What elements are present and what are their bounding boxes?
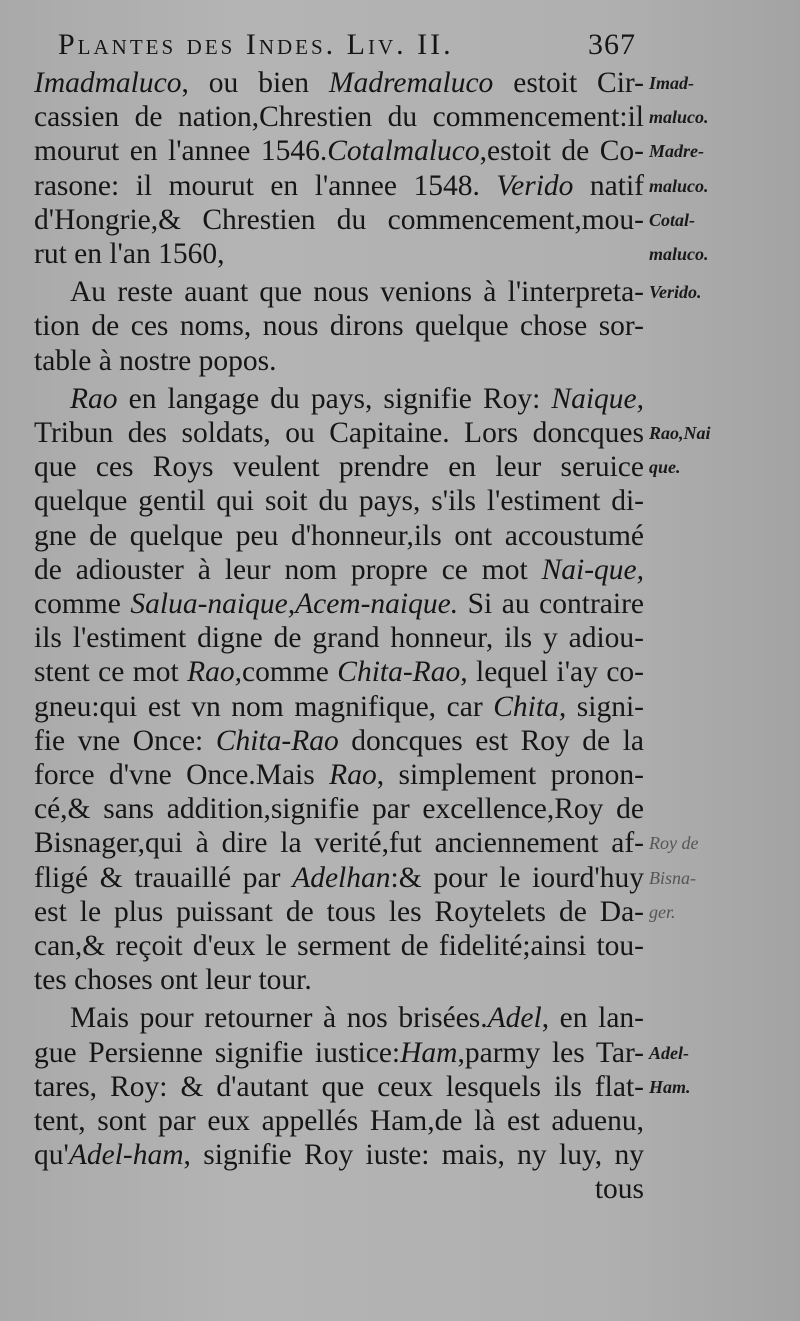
text-run: comme	[34, 588, 131, 620]
text-line	[34, 237, 644, 271]
text-run: Au reste auant que nous venions à l'interpreta-	[70, 276, 644, 309]
text-line	[34, 724, 644, 758]
italic-term: Chita,	[493, 690, 567, 723]
text-line	[34, 1138, 644, 1172]
text-run: force d'vne Once.Mais	[34, 759, 330, 791]
text-run: rut en l'an 1560,	[34, 238, 225, 270]
italic-term: Salua-naique,Acem-naique.	[130, 588, 459, 620]
text-line	[34, 1172, 644, 1206]
text-run: Mais pour retourner à nos brisées.	[70, 1002, 488, 1035]
text-run: tent, sont par eux appellés Ham,de là est aduenu,	[34, 1105, 644, 1137]
margin-note: que.	[649, 457, 681, 478]
italic-term: Madremaluco	[328, 67, 494, 99]
text-run: :& pour le iourd'huy	[390, 861, 644, 894]
text-line	[34, 484, 644, 518]
italic-term: Adelhan	[292, 861, 391, 894]
text-run: , en lan-	[541, 1002, 644, 1035]
text-line	[34, 382, 644, 416]
text-line	[34, 963, 644, 997]
text-line	[34, 826, 644, 860]
text-run: Tribun des soldats, ou Capitaine. Lors doncques	[34, 417, 644, 449]
text-line	[34, 553, 644, 587]
italic-term: Verido	[496, 169, 574, 202]
page-number: 367	[588, 28, 636, 61]
text-line	[34, 66, 644, 100]
italic-term: Nai-que,	[541, 553, 644, 586]
text-run: can,& reçoit d'eux le serment de fidelité;ainsi tou-	[34, 930, 644, 962]
text-run: tion de ces noms, nous dirons quelque chose sor-	[34, 310, 644, 343]
text-run: stent ce mot	[34, 656, 188, 689]
text-run: ils l'estiment digne de grand honneur, ils y adiou-	[34, 622, 644, 655]
text-run: gneu:qui est vn nom magnifique, car	[34, 690, 494, 723]
text-run: estoit Cir-	[493, 67, 644, 99]
margin-note: Ham.	[649, 1076, 691, 1097]
margin-note: Adel-	[649, 1042, 689, 1063]
text-line	[34, 1001, 644, 1035]
margin-note: ger.	[649, 901, 676, 922]
text-line	[34, 655, 644, 689]
text-line	[34, 169, 644, 203]
text-line	[34, 134, 644, 168]
text-run: signi-	[566, 690, 644, 723]
margin-note: Cotal-	[649, 209, 696, 230]
text-run: en langage du pays, signifie Roy:	[117, 382, 552, 415]
text-run: gne de quelque peu d'honneur,ils ont accoustumé	[34, 519, 644, 552]
text-line	[34, 203, 644, 237]
text-run: cassien de nation,Chrestien du commencement:il	[34, 101, 644, 134]
text-line	[34, 344, 644, 378]
text-line	[34, 929, 644, 963]
text-line	[34, 758, 644, 792]
text-run: natif	[573, 169, 644, 202]
text-run: mourut en l'annee 1546.	[34, 135, 328, 168]
italic-term: Chita-Rao,	[337, 656, 468, 689]
text-line	[34, 895, 644, 929]
running-title: Plantes des Indes. Liv. II.	[58, 28, 454, 61]
margin-note: Imad-	[649, 73, 694, 93]
text-run: de adiouster à leur nom propre ce mot	[34, 553, 542, 586]
italic-term: Ham	[400, 1036, 458, 1069]
text-run: fligé & trauaillé par	[34, 861, 293, 894]
text-line	[34, 309, 644, 343]
text-run: fie vne Once:	[34, 724, 216, 757]
text-line	[34, 587, 644, 621]
italic-term: Cotalmaluco	[327, 135, 480, 168]
text-run: Si au contraire	[458, 588, 644, 620]
text-line	[34, 621, 644, 655]
text-line	[34, 100, 644, 134]
text-run: ,estoit de Co-	[479, 135, 644, 168]
italic-term: Adel	[487, 1002, 542, 1035]
text-run: doncques est Roy de la	[338, 724, 644, 757]
text-run: table à nostre popos.	[34, 344, 277, 377]
margin-note: maluco.	[649, 107, 709, 128]
text-run: d'Hongrie,& Chrestien du commencement,mou-	[34, 203, 644, 236]
italic-term: Rao,	[187, 656, 243, 689]
margin-note: maluco.	[649, 244, 709, 264]
text-run: tous	[594, 1173, 644, 1206]
margin-note: Verido.	[649, 282, 702, 303]
text-line	[34, 416, 644, 450]
margin-note: Rao,Nai	[649, 423, 711, 443]
margin-note: maluco.	[649, 175, 709, 196]
text-line	[34, 450, 644, 484]
text-run: cé,& sans addition,signifie par excellence,Roy de	[34, 793, 644, 826]
text-run: que ces Roys veulent prendre en leur seruice	[34, 451, 644, 484]
text-run: , ou bien	[181, 67, 329, 99]
text-run: , simplement pronon-	[376, 759, 644, 791]
text-run: gue Persienne signifie iustice:	[34, 1036, 401, 1069]
text-line	[34, 519, 644, 553]
text-run: Bisnager,qui à dire la verité,fut anciennement af-	[34, 827, 644, 860]
text-run: comme	[242, 656, 338, 689]
text-run: lequel i'ay co-	[467, 656, 644, 689]
text-run: est le plus puissant de tous les Roytelets de Da-	[34, 895, 644, 928]
text-line	[34, 861, 644, 895]
italic-term: Rao	[329, 759, 377, 791]
text-run: qu'	[34, 1139, 69, 1172]
italic-term: Adel-ham	[68, 1139, 184, 1172]
running-header	[58, 28, 658, 62]
text-run: tes choses ont leur tour.	[34, 964, 312, 997]
text-line	[34, 792, 644, 826]
italic-term: Imadmaluco	[34, 67, 182, 99]
margin-note: Madre-	[649, 141, 704, 162]
text-line	[34, 275, 644, 309]
text-run: , signifie Roy iuste: mais, ny luy, ny	[183, 1139, 644, 1172]
italic-term: Chita-Rao	[215, 724, 339, 757]
text-line	[34, 690, 644, 724]
text-line	[34, 1036, 644, 1070]
text-line	[34, 1104, 644, 1138]
italic-term: Rao	[70, 382, 118, 415]
text-line	[34, 1070, 644, 1104]
margin-note: Bisna-	[649, 867, 696, 888]
text-run: rasone: il mourut en l'annee 1548.	[34, 169, 497, 202]
text-run: tares, Roy: & d'autant que ceux lesquels ils flat-	[34, 1070, 644, 1103]
text-run: quelque gentil qui soit du pays, s'ils l'estiment di-	[34, 485, 644, 518]
text-run: ,parmy les Tar-	[457, 1036, 645, 1069]
margin-note: Roy de	[649, 833, 699, 854]
italic-term: Naique,	[551, 382, 644, 415]
